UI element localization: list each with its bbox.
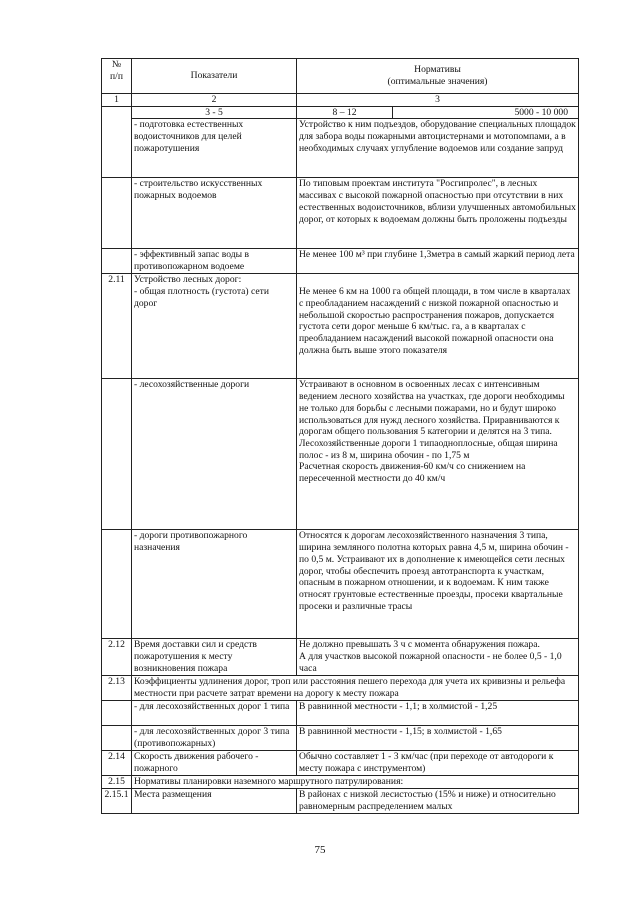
row-indicator: - для лесохозяйственных дорог 1 типа [132, 701, 297, 726]
subheader-range-c: 5000 - 10 000 [393, 106, 579, 119]
table-row [102, 119, 579, 178]
column-number-1: 1 [102, 94, 132, 107]
table-row [102, 178, 579, 249]
row-indicator: - строительство искусственных пожарных водоемов [132, 178, 297, 249]
row-norm: Обычно составляет 1 - 3 км/час (при переходе от автодороги к месту пожара с инструментом) [297, 751, 579, 776]
header-indicators: Показатели [132, 59, 297, 94]
row-norm: В равнинной местности - 1,15; в холмистой - 1,65 [297, 726, 579, 751]
table-row [102, 249, 579, 274]
row-number: 2.11 [102, 274, 132, 379]
table-row [102, 676, 579, 701]
row-indicator: - эффективный запас воды в противопожарном водоеме [132, 249, 297, 274]
row-indicator: - лесохозяйственные дороги [132, 379, 297, 530]
table-row [102, 379, 579, 530]
table-row [102, 701, 579, 726]
row-norm: Не менее 100 м³ при глубине 1,3метра в самый жаркий период лета [297, 249, 579, 274]
header-norms: Нормативы (оптимальные значения) [297, 59, 579, 94]
row-norm: По типовым проектам института "Росгипролес", в лесных массивах с высокой пожарной опасностью при отсутствии в них естественных водоисточников, вблизи улучшенных автомобильных дорог, от которых к водоемам должны быть проложены подъезды [297, 178, 579, 249]
subheader-range-b: 8 – 12 [297, 106, 393, 119]
row-indicator: Скорость движения рабочего - пожарного [132, 751, 297, 776]
subheader-row [102, 106, 579, 119]
header-number: № п/п [102, 59, 132, 94]
row-norm: Не менее 6 км на 1000 га общей площади, в том числе в кварталах с преобладанием насаждений с низкой пожарной опасностью и небольшой скоростью распространения пожаров, допускается густота сети дорог меньше 6 км/тыс. га, а в кварталах с преобладанием насаждений высокой пожарной опасности она должна быть выше этого показателя [297, 274, 579, 379]
row-norm: Не должно превышать 3 ч с момента обнаружения пожара. А для участков высокой пожарной опасности - не более 0,5 - 1,0 часа [297, 639, 579, 676]
row-number: 2.14 [102, 751, 132, 776]
row-indicator: Места размещения [132, 789, 297, 814]
row-span-text: Коэффициенты удлинения дорог, троп или расстояния пешего перехода для учета их кривизны и рельефа местности при расчете затрат времени на дорогу к месту пожара [132, 676, 579, 701]
column-number-row [102, 94, 579, 107]
row-norm: В равнинной местности - 1,1; в холмистой - 1,25 [297, 701, 579, 726]
column-number-3: 3 [297, 94, 579, 107]
table-header-row [102, 59, 579, 94]
row-indicator: - подготовка естественных водоисточников для целей пожаротушения [132, 119, 297, 178]
row-indicator: Время доставки сил и средств пожаротушения к месту возникновения пожара [132, 639, 297, 676]
table-row [102, 639, 579, 676]
row-norm: Устройство к ним подъездов, оборудование специальных площадок для забора воды пожарными автоцистернами и мотопомпами, а в необходимых случаях углубление водоемов или создание запруд [297, 119, 579, 178]
norms-table [101, 58, 579, 814]
row-indicator: - дороги противопожарного назначения [132, 530, 297, 639]
row-number: 2.15 [102, 776, 132, 789]
row-number: 2.13 [102, 676, 132, 701]
row-span-text: Нормативы планировки наземного маршрутного патрулирования: [132, 776, 579, 789]
row-indicator: - для лесохозяйственных дорог 3 типа (противопожарных) [132, 726, 297, 751]
table-row [102, 726, 579, 751]
table-row [102, 274, 579, 379]
row-number: 2.12 [102, 639, 132, 676]
subheader-range-a: 3 - 5 [132, 106, 297, 119]
page-number: 75 [314, 844, 326, 856]
column-number-2: 2 [132, 94, 297, 107]
table-row [102, 789, 579, 814]
row-number: 2.15.1 [102, 789, 132, 814]
table-row [102, 776, 579, 789]
table-row [102, 751, 579, 776]
row-norm: Относятся к дорогам лесохозяйственного назначения 3 типа, ширина земляного полотна которых равна 4,5 м, ширина обочин - по 0,5 м. Устраивают их в дополнение к имеющейся сети лесных дорог, чтобы обеспечить проезд автотранспорта к участкам, опасным в пожарном отношении, и к водоемам. К ним также относят грунтовые естественные проезды, просеки квартальные просеки и различные трасы [297, 530, 579, 639]
row-norm: В районах с низкой лесистостью (15% и ниже) и относительно равномерным распределением малых [297, 789, 579, 814]
row-norm: Устраивают в основном в освоенных лесах с интенсивным ведением лесного хозяйства на участках, где дороги необходимы не только для борьбы с лесными пожарами, но и будут широко использоваться для нужд лесного хозяйства. Приравниваются к дорогам общего пользования 5 категории и делятся на 3 типа. Лесохозяйственные дороги 1 типаодноплосные, общая ширина полос - из 8 м, ширина обочин - по 1,75 м Расчетная скорость движения-60 км/ч со снижением на пересеченной местности до 40 км/ч [297, 379, 579, 530]
row-indicator: Устройство лесных дорог: - общая плотность (густота) сети дорог [132, 274, 297, 379]
table-row [102, 530, 579, 639]
